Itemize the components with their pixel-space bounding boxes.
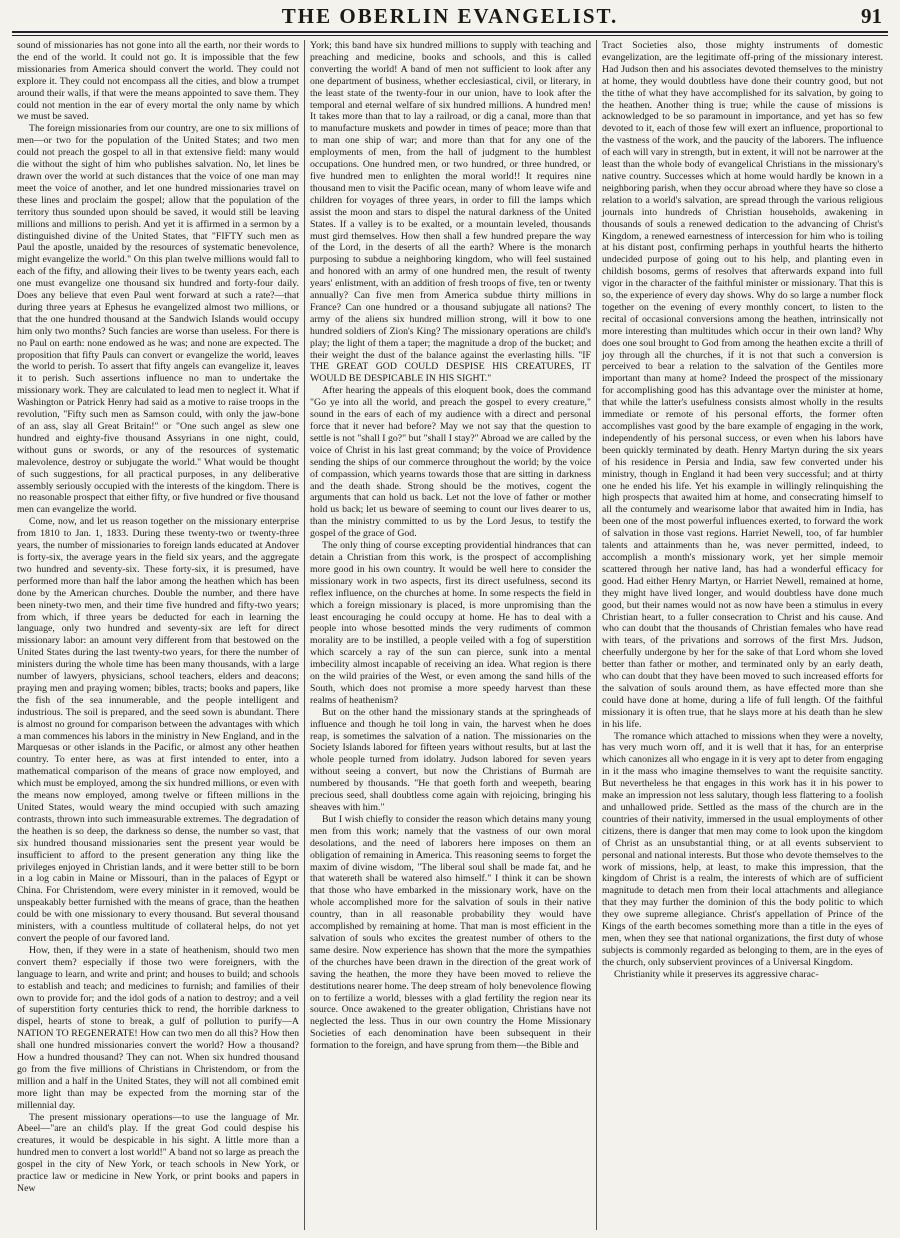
paragraph: The foreign missionaries from our country, are one to six millions of men—or two for the population of the United States; and two men could not preach the gospel to all in that extensive field: many would die without the sight of him who publishes salvation. No, let lines be drawn over the world at such distances that the voice of one man may meet the voice of another, and let one hundred missionaries travel on these lines and proclaim the gospel; allow that the population of the territory thus sounded upon should be saved, it would still be leaving millions and millions to perish. And yet it is affirmed in a sermon by a distinguished divine of the United States, that "FIFTY such men as Paul the apostle, unaided by the resources of systematic benevolence, might evangelize the world." On this plan twelve millions would fall to each of the fifty, and allowing their lives to be twenty years each, each one must evangelize one thousand six hundred and forty-four daily. Does any believe that even Paul went forward at such a rate?—that during three years at Ephesus he evangelized almost two millions, or that the one hundred thousand at the Sandwich Islands would occupy him only two months? Such fancies are worse than useless. For there is no Paul on earth: none endowed as he was; and none are expected. The proposition that fifty Pauls can convert or evangelize the world, leaves the world to perish. To assert that fifty angels can evangelize it, leaves it to perish. Such assertions influence no man to undertake the missionary work. They are calculated to lead men to neglect it. What if Washington or Patrick Henry had said as a motive to raise troops in the revolution, "Fifty such men as Samson could, with only the jaw-bone of an ass, slay all Great Britain!" or "One such angel as slew one hundred and eighty-five thousand Assyrians in one night, could, without guns or swords, or any of the resources of systematic malevolence, destroy or subjugate the world." What would be thought of such suggestions, for all practical purposes, in any deliberative assembly seriously occupied with the interests of the kingdom. There is no reasonable prospect that either fifty, or five hundred or five thousand men can evangelize the world.	[17, 123, 299, 516]
paragraph: Come, now, and let us reason together on the missionary enterprise from 1810 to Jan. 1, 1833. During these twenty-two or twenty-three years, the number of missionaries to foreign lands educated at Andover is forty-six, the average years in the field six years, and the aggregate two hundred and seventy-six. These forty-six, it is presumed, have performed more than half the labor among the heathen which has been done by the American churches. Double the number, and there have been ninety-two men, and their time five hundred and fifty-two years; from which, if three years be deducted for each in learning the language, only two hundred and seventy-six are left for direct missionary labor: an amount very different from that bestowed on the United States during the last twenty-two years, for there the number of ministers during the whole time has been many thousands, with a large number of lawyers, physicians, school teachers, elders and deacons; praying men and praying women; bibles, tracts; books and papers, like the fish of the sea innumerable, and the people intelligent and industrious. The soil is prepared, and the seed sown is abundant. There is almost no ground for comparison between the advantages with which a man commences his labors in the ministry in New England, and in the Marquesas or other islands in the Pacific, or almost any other heathen country. To enter here, as was at first intended to enter, into a mathematical comparison of the means of grace now employed, and which must be employed, among the six hundred millions, or even with the means now employed, among twelve or fifteen millions in the United States, would weary the mind occupied with such amazing contrasts, thrown into such immeasurable extremes. The degradation of the heathen is so deep, the darkness so dense, the number so vast, that six hundred thousand missionaries sent the present year would be insufficient to afford to the present generation any thing like the privileges enjoyed in Christian lands, and it were better still to be born in a log cabin in Maine or Missouri, than in the palaces of Egypt or China. For Christendom, were every minister in it removed, would be unspeakably better furnished with the means of grace, than the heathen could be with one missionary to every thousand. But several thousand ministers, with a countless multitude of collateral helps, do not yet convert the people of our favored land.	[17, 516, 299, 944]
publication-title: THE OBERLIN EVANGELIST.	[281, 4, 619, 28]
paragraph: After hearing the appeals of this eloquent book, does the command "Go ye into all the world, and preach the gospel to every creature," sound in the ears of each of my audience with a direct and personal force that it never had before? May we not say that the question to settle is not "shall I go?" but "shall I stay?" Abroad we are called by the voice of Christ in his last great command; by the voice of Providence sending the ships of our commerce throughout the world; by the voice of compassion, which yearns towards those that are sitting in darkness and the death shade. Strong should be the motives, cogent the arguments that can hold us back. Let not the love of father or mother hold us back; let us beware of seeming to count our lives dearer to us, than the ministry committed to us by the Lord Jesus, to testify the gospel of the grace of God.	[310, 385, 591, 540]
paragraph: But on the other hand the missionary stands at the springheads of influence and though he toil long in vain, the harvest when he does reap, is sometimes the salvation of a nation. The missionaries on the Society Islands labored for fifteen years without results, but at last the whole people turned from idolatry. Judson labored for seven years without seeing a convert, but now the Christians of Burmah are numbered by thousands. "He that goeth forth and weepeth, bearing precious seed, shall doubtless come again with rejoicing, bringing his sheaves with him."	[310, 706, 591, 813]
paragraph: Tract Societies also, those mighty instruments of domestic evangelization, are the legitimate off-pring of the missionary interest. Had Judson then and his associates devoted themselves to the ministry at home, they would doubtless have done their country good, but not the tithe of what they have accomplished for its salvation, by going to the heathen. Another thing is true; while the cause of missions is acknowledged to be so paramount in importance, and yet has so few devoted to it, each of those few will exert an influence, proportional to the vastness of the work, and the paucity of the laborers. The influence of each will vary in strength, but in extent, it will not be narrower at the least than the whole body of evangelical Christians in the missionary's native country. Successes which at home would hardly be known in a neighboring parish, when they occur abroad where they have so close a relation to a world's salvation, are spread through the various religious journals into hundreds of Christian households, awakening in thousands of souls a renewed dedication to the advancing of Christ's Kingdom, a renewed earnestness of intercession for him who is toiling at his distant post, confirming perhaps in youthful hearts the hitherto undecided purpose of going out to his help, and planting even in childish bosoms, germs of resolves that afterwards expand into full vigor in the character of the faithful minister or missionary. That this is so, the experience of every day shows. Why do so large a number flock together on the evening of every monthly concert, to listen to the recital of occasional conversions among the heathen, intrinsically not more interesting than multitudes which occur in their own land? Why does one soul brought to God from among the heathen excite a thrill of joy through all the churches, if it is not that such a conversion is perceived to bear a relation to the salvation of the Gentiles more important than many at home? Indeed the prospect of the missionary for accomplishing good has this advantage over the minister at home, that while the latter's usefulness consists almost wholly in the results immediate or remote of his personal efforts, the former often accomplishes vast good by the bare example of engaging in the work, independently of his personal success, or even when his labors have been quickly terminated by death. Henry Martyn during the six years of his residence in Persia and India, saw few converted under his ministry, though in England it had been very successful; and at thirty one he ended his life. Yet his example in willingly relinquishing the high prospects that awaited him at home, and consecrating himself to all the contumely and wearisome labor that awaited him in India, has been one of the most powerful influences exerted, to forward the work of salvation in those vast regions. Harriet Newell, too, of far humbler talents and attainments than he, was never permitted, indeed, to accomplish a month's missionary work, yet her simple memoir scattered through her native land, has had a wonderful efficacy for good. Had either Henry Martyn, or Harriet Newell, remained at home, they might have lived longer, and would doubtless have done much good, but their names would not as now have been a stimulus in every Christian heart, to a fuller consecration to Christ and his cause. And who can doubt that the thousands of Christian females who have read with tears, of the privations and sorrows of the first Mrs. Judson, cheerfully undergone by her for the sake of that Lord whom she loved better than father or mother, and terminated only by an early death, who can doubt that they have been moved to such increased efforts for the salvation of souls around them, as have effected more than she could have done at home, during a life of full length. Of the faithful missionary it is often true, that he slays more at his death than he slew in his life.	[602, 40, 883, 730]
column-3	[596, 40, 888, 1230]
column-1	[12, 40, 304, 1230]
article-columns	[12, 40, 888, 1230]
column-2	[304, 40, 596, 1230]
page-number: 91	[861, 4, 882, 28]
paragraph: The only thing of course excepting providential hindrances that can detain a Christian from this work, is the prospect of accomplishing more good in his own country. It would be well here to consider the missionary work in two aspects, first its direct usefulness, second its reflex influence, on the churches at home. In some respects the field in which a foreign missionary is placed, is more unpromising than the least encouraging he could occupy at home. He has to deal with a people into whose besotted minds the very rudiments of common morality are to be instilled, a people veiled with a fog of superstition which scarcely a ray of the sun can pierce, sunk into a mental imbecility almost incapable of receiving an idea. What region is there on the wild prairies of the West, or even among the sand hills of the South, which does not promise a more speedy harvest than these realms of heathenism?	[310, 540, 591, 706]
paragraph: York; this band have six hundred millions to supply with teaching and preaching and medicine, books and schools, and this is called converting the world! A band of men not sufficient to look after any one department of business, whether ecclesiastical, civil, or literary, in the least state of the twenty-four in our union, have to look after the temporal and eternal welfare of six hundred millions. A hundred men! It takes more than that to lay a railroad, or dig a canal, more than that to manufacture muskets and powder in times of peace; more than that to man one ship of war; and more than that for any one of the employments of men, from the hall of judgment to the humblest occupations. One hundred men, or two hundred, or three hundred, or five hundred men to enlighten the moral world!! It requires nine thousand men to visit the Pacific ocean, many of whom leave wife and children for voyages of three years, in order to fill the lamps which assist the moon and stars to dispel the natural darkness of the United States. If a valley is to be exalted, or a mountain leveled, thousands must gird themselves. How then shall a few hundred prepare the way of the Lord, in the deserts of all the earth? Where is the monarch purposing to subdue a neighboring kingdom, who will feel sustained and honored with an army of one hundred men, the result of twenty years' enlistment, with an addition of fresh troops of five, ten or twenty annually? Can five men from America subdue thirty millions in France? Can one hundred or a thousand subjugate all nations? The army of the aliens six hundred million strong, will it bow to one hundred soldiers of Zion's King? The missionary operations are child's play; the light of them a taper; the magnitude a drop of the bucket; and their weight the dust of the balance against the everlasting hills. "IF THE GREAT GOD COULD DESPISE HIS CREATURES, IT WOULD BE DESPICABLE IN HIS SIGHT."	[310, 40, 591, 385]
masthead	[12, 0, 888, 28]
paragraph: Christianity while it preserves its aggressive charac-	[614, 968, 819, 980]
header-rule	[12, 31, 888, 36]
paragraph: The present missionary operations—to use the language of Mr. Abeel—"are an child's play. If the great God could despise his creatures, it would be despicable in his sight. A little more than a hundred men to convert a lost world!" A band not so large as preach the gospel in the city of New York, or teach schools in New York, or practice law or medicine in New York, or print books and papers in New	[17, 1111, 299, 1194]
paragraph: The romance which attached to missions when they were a novelty, has very much worn off, and it is well that it has, for an enterprise which canonizes all who engage in it is very apt to deter from engaging in it the mass who imagine themselves to want the requisite sanctity. But nevertheless he that engages in this work has it in his power to make an impression not less salutary, though less flattering to a foolish and unhallowed pride. Settled as the mass of the church are in the countries of their nativity, immersed in the usual employments of other citizens, there is danger that men may come to look upon the kingdom of Christ as an unsubstantial thing, or at all events subservient to personal and national interests. But those who devote themselves to the work of missions, help, at least, to make this impression, that the kingdom of Christ is a realm, the interests of which are of sufficient magnitude to detach men from their local attachments and allegiance that they may further the dominion of this the body politic to which they owe supreme allegiance. Christ's appellation of Prince of the Kings of the earth becomes something more than a title in the eyes of men, when they see that national organizations, the first duty of whose subjects is commonly regarded as belonging to them, are in the eyes of the church, only subservient provinces of a Universal Kingdom.	[602, 730, 883, 968]
paragraph: How, then, if they were in a state of heathenism, should two men convert them? especially if those two were foreigners, with the language to learn, and write and print; and houses to build; and schools to establish and teach; and medicines to furnish; and families of their own to provide for; and the idol gods of a nation to destroy; and a veil of superstition forty centuries thick to rend, the horrible darkness to dispel, hearts of stone to break, a gulf of pollution to purify—A NATION TO REGENERATE! How can two men do all this? How then shall one hundred missionaries convert the world? How a thousand? How a hundred thousand? They can not. When six hundred thousand go from the five millions of Christians in Christendom, or from the million and a half in the United States, they will not all combined emit more light than may be expected from the morning star of the millennial day.	[17, 944, 299, 1111]
paragraph: But I wish chiefly to consider the reason which detains many young men from this work; namely that the vastness of our own moral desolations, and the need of laborers here imposes on them an obligation of remaining in America. This reasoning seems to forget the maxim of divine wisdom, "The liberal soul shall be made fat, and he that watereth shall be watered also himself." I think it can be shown that those who have embarked in the missionary work, have on the whole accomplished more for the salvation of souls in their native country, than in all reasonable probability they would have accomplished by remaining at home. That man is most efficient in the salvation of souls who excites the greatest number of others to the same desire. Now experience has shown that the more the sympathies of the churches have been drawn in the direction of the great work of saving the heathen, the more they have been moved to relieve the destitutions nearer home. The deep stream of holy benevolence flowing on to fertilize a world, blesses with a glad fertility the region near its source. Once awakened to the greater obligation, Christians have not neglected the less. Thus in our own country the Home Missionary Societies of each denomination have been subsequent in their formation to the foreign, and have sprung from them—the Bible and	[310, 813, 591, 1052]
paragraph: sound of missionaries has not gone into all the earth, nor their words to the end of the world. It could not go. It is impossible that the few missionaries from America should convert the world. They could not explore it. They could not encompass all the cities, and blow a trumpet around their walls, if that were the means appointed to save them. They could not mention in the ear of every mortal the only name by which we must be saved.	[17, 40, 299, 123]
